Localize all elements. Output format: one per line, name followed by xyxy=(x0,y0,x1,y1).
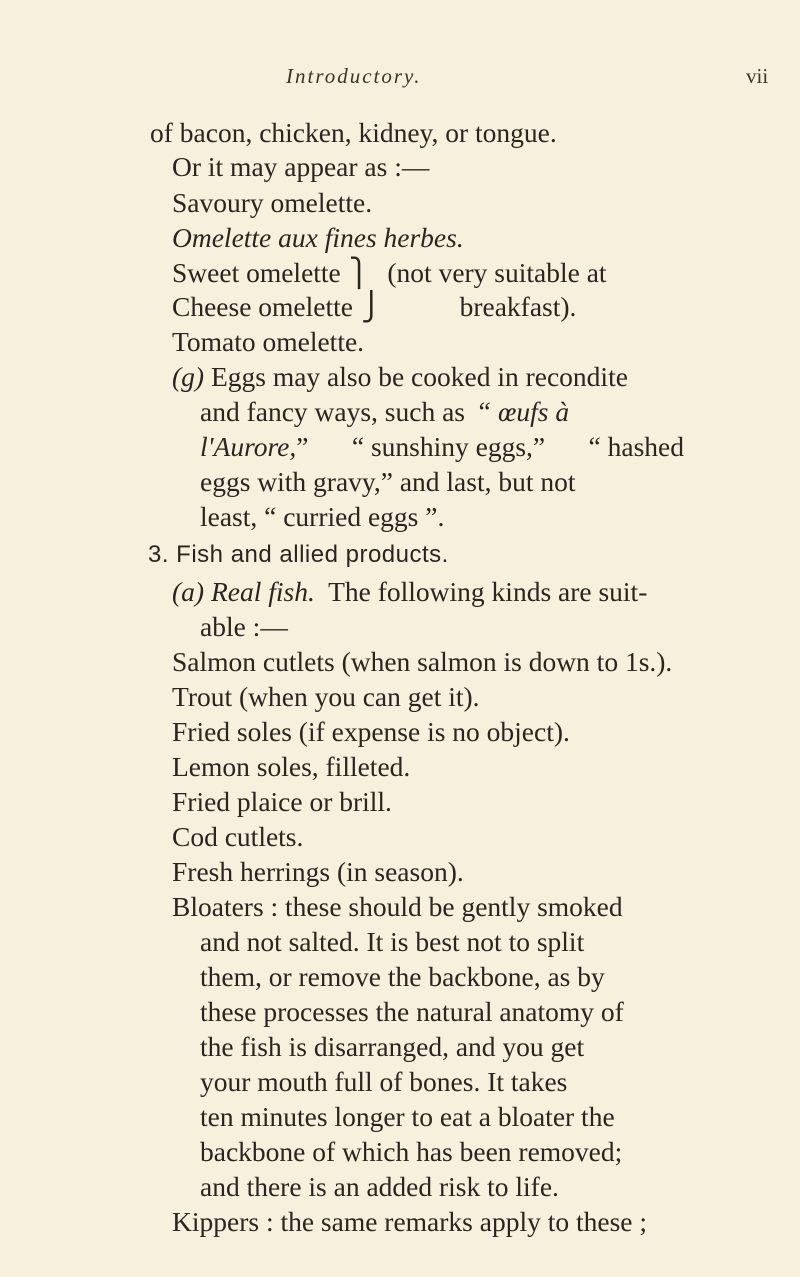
text-line: Or it may appear as :— xyxy=(172,151,430,182)
text-line: able :— xyxy=(200,611,288,642)
text-segment: “ hashed xyxy=(588,431,684,462)
text-line: l'Aurore,” “ sunshiny eggs,” “ hashed xyxy=(200,431,684,462)
page-number: vii xyxy=(746,64,769,88)
text-segment: and fancy ways, such as xyxy=(200,396,465,427)
list-item: Lemon soles, filleted. xyxy=(172,751,411,782)
omelette-name: Sweet omelette xyxy=(172,257,341,288)
list-item: Cod cutlets. xyxy=(172,821,304,852)
list-item: Fried soles (if expense is no object). xyxy=(172,716,570,747)
bracket-note: breakfast). xyxy=(459,291,577,322)
text-line: them, or remove the backbone, as by xyxy=(200,961,605,992)
text-line: eggs with gravy,” and last, but not xyxy=(200,466,576,497)
text-segment: Eggs may also be cooked in recondite xyxy=(210,361,628,392)
text-segment: The following kinds are suit- xyxy=(328,576,648,607)
text-line: of bacon, chicken, kidney, or tongue. xyxy=(150,117,557,148)
text-line xyxy=(172,360,628,394)
text-line: these processes the natural anatomy of xyxy=(200,996,624,1027)
text-line xyxy=(172,290,576,324)
list-item: Fried plaice or brill. xyxy=(172,786,392,817)
brace-lower: ⎭ xyxy=(360,291,382,322)
list-item: Salmon cutlets (when salmon is down to 1s.). xyxy=(172,646,673,677)
text-line xyxy=(172,256,607,290)
text-line: Savoury omelette. xyxy=(172,187,373,218)
text-line: backbone of which has been removed; xyxy=(200,1136,623,1167)
section-heading: 3. Fish and allied products. xyxy=(148,541,449,568)
text-line xyxy=(172,575,647,609)
list-item: Fresh herrings (in season). xyxy=(172,856,464,887)
list-item: Bloaters : these should be gently smoked xyxy=(172,891,623,922)
omelette-name: Cheese omelette xyxy=(172,291,353,322)
text-line xyxy=(200,395,569,429)
text-line-italic xyxy=(172,221,464,255)
item-marker: (a) xyxy=(172,576,205,607)
list-item: Kippers : the same remarks apply to these ; xyxy=(172,1206,648,1237)
french-phrase: “ œufs à xyxy=(475,396,570,427)
running-title: Introductory. xyxy=(286,64,422,88)
french-phrase: l'Aurore, xyxy=(200,431,297,462)
text-line: and there is an added risk to life. xyxy=(200,1171,559,1202)
bracket-note: (not very suitable at xyxy=(387,257,607,288)
item-marker: (g) xyxy=(172,361,205,392)
text-line: least, “ curried eggs ”. xyxy=(200,501,445,532)
subheading: Real fish. xyxy=(210,576,315,607)
text-line: Tomato omelette. xyxy=(172,326,365,357)
text-line: ten minutes longer to eat a bloater the xyxy=(200,1101,615,1132)
list-item: Trout (when you can get it). xyxy=(172,681,480,712)
text-line: the fish is disarranged, and you get xyxy=(200,1031,585,1062)
running-header xyxy=(0,64,800,94)
text-line: your mouth full of bones. It takes xyxy=(200,1066,568,1097)
italic-title: Omelette aux fines herbes. xyxy=(172,222,464,253)
text-segment: “ sunshiny eggs,” xyxy=(351,431,546,462)
text-line: and not salted. It is best not to split xyxy=(200,926,585,957)
brace-upper: ⎫ xyxy=(348,257,370,288)
